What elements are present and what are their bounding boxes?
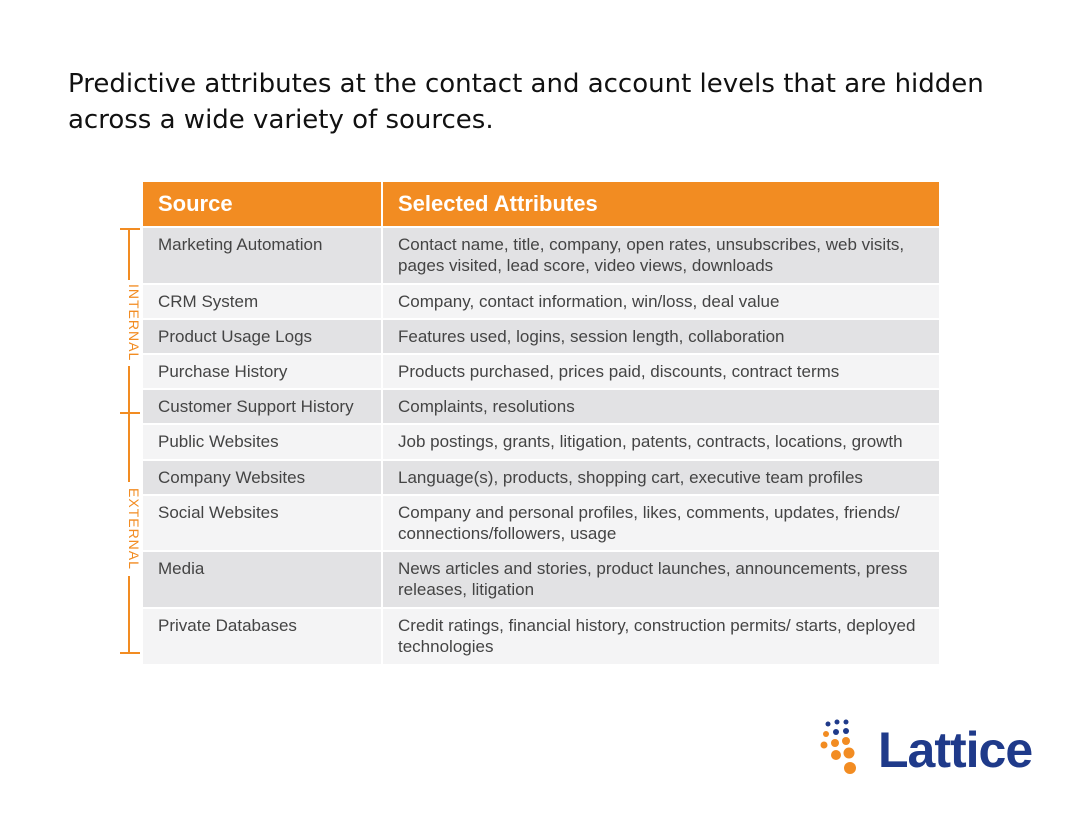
page-heading: Predictive attributes at the contact and account levels that are hidden across a wide variety of sources. — [68, 69, 984, 135]
source-cell: Customer Support History — [143, 389, 382, 424]
source-cell: CRM System — [143, 284, 382, 319]
source-cell: Product Usage Logs — [143, 319, 382, 354]
source-cell: Purchase History — [143, 354, 382, 389]
attributes-cell: Products purchased, prices paid, discounts, contract terms — [382, 354, 939, 389]
external-group-label: EXTERNAL — [118, 482, 142, 576]
attributes-cell: Complaints, resolutions — [382, 389, 939, 424]
source-attributes-table — [143, 182, 939, 664]
logo-wordmark: Lattice — [878, 722, 1033, 778]
source-cell: Marketing Automation — [143, 227, 382, 284]
internal-group-label: INTERNAL — [118, 280, 142, 366]
table-row — [143, 389, 939, 424]
source-cell: Media — [143, 551, 382, 608]
table-row — [143, 284, 939, 319]
bracket-tick — [120, 228, 140, 230]
column-header-attributes: Selected Attributes — [382, 182, 939, 227]
external-group-bracket — [118, 412, 142, 654]
table-row — [143, 551, 939, 608]
table-header-row — [143, 182, 939, 227]
attributes-cell: Language(s), products, shopping cart, executive team profiles — [382, 460, 939, 495]
internal-group-bracket — [118, 228, 142, 414]
attributes-cell: Credit ratings, financial history, construction permits/ starts, deployed technologies — [382, 608, 939, 664]
lattice-logo — [818, 718, 1058, 782]
attributes-cell: Contact name, title, company, open rates, unsubscribes, web visits, pages visited, lead score, video views, downloads — [382, 227, 939, 284]
attributes-cell: News articles and stories, product launches, announcements, press releases, litigation — [382, 551, 939, 608]
source-cell: Company Websites — [143, 460, 382, 495]
dot-grid-logo-icon — [818, 718, 878, 778]
source-cell: Public Websites — [143, 424, 382, 460]
attributes-cell: Job postings, grants, litigation, patents, contracts, locations, growth — [382, 424, 939, 460]
table-row — [143, 495, 939, 551]
attributes-cell: Features used, logins, session length, collaboration — [382, 319, 939, 354]
attributes-cell: Company and personal profiles, likes, comments, updates, friends/ connections/followers, usage — [382, 495, 939, 551]
table-row — [143, 354, 939, 389]
source-cell: Social Websites — [143, 495, 382, 551]
table-row — [143, 608, 939, 664]
column-header-source: Source — [143, 182, 382, 227]
table-row — [143, 319, 939, 354]
attributes-cell: Company, contact information, win/loss, deal value — [382, 284, 939, 319]
table-row — [143, 460, 939, 495]
table-row — [143, 424, 939, 460]
bracket-tick — [120, 652, 140, 654]
source-cell: Private Databases — [143, 608, 382, 664]
table-row — [143, 227, 939, 284]
